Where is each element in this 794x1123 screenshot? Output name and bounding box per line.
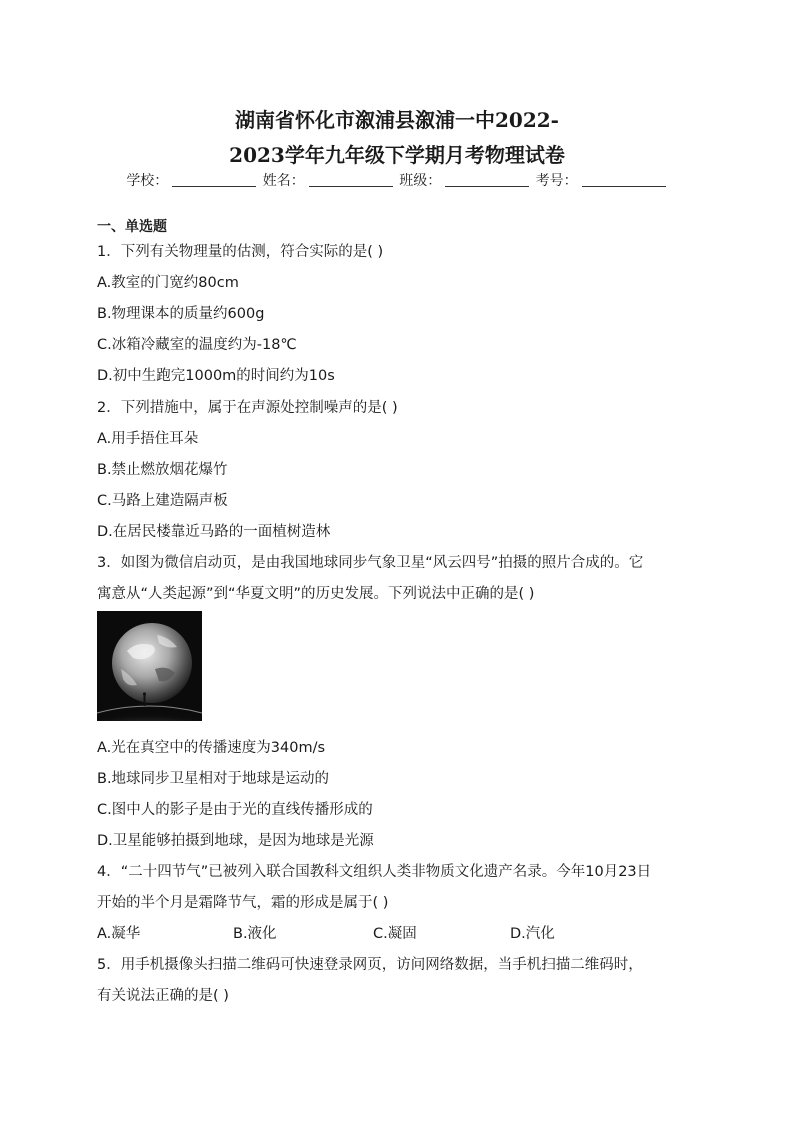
question-5-stem-line-2: 有关说法正确的是( ) xyxy=(97,988,229,1004)
name-blank[interactable] xyxy=(309,172,393,187)
question-3-option-c: C.图中人的影子是由于光的直线传播形成的 xyxy=(97,802,373,818)
question-3-option-b: B.地球同步卫星相对于地球是运动的 xyxy=(97,771,330,787)
question-1-option-c: C.冰箱冷藏室的温度约为-18℃ xyxy=(97,337,297,353)
question-1-stem: 1．下列有关物理量的估测，符合实际的是( ) xyxy=(97,244,384,260)
section-heading: 一、单选题 xyxy=(97,219,167,235)
name-label: 姓名： xyxy=(262,173,305,189)
question-1-option-a: A.教室的门宽约80cm xyxy=(97,275,239,291)
question-4-option-a: A.凝华 xyxy=(97,926,141,942)
question-1-option-b: B.物理课本的质量约600g xyxy=(97,306,265,322)
earth-image xyxy=(97,611,202,721)
question-4-option-b: B.液化 xyxy=(233,926,277,942)
question-3-stem-line-2: 寓意从“人类起源”到“华夏文明”的历史发展。下列说法中正确的是( ) xyxy=(97,586,535,602)
question-2-option-a: A.用手捂住耳朵 xyxy=(97,431,199,447)
exam-title-line-2: 2023学年九年级下学期月考物理试卷 xyxy=(229,143,565,167)
school-label: 学校： xyxy=(126,173,169,189)
student-info-row xyxy=(0,170,794,190)
question-1-option-d: D.初中生跑完1000m的时间约为10s xyxy=(97,368,335,384)
school-blank[interactable] xyxy=(172,172,256,187)
question-4-stem-line-1: 4．“二十四节气”已被列入联合国教科文组织人类非物质文化遗产名录。今年10月23日 xyxy=(97,864,652,880)
earth-from-space-icon xyxy=(97,611,202,721)
question-4-option-c: C.凝固 xyxy=(373,926,417,942)
question-2-option-b: B.禁止燃放烟花爆竹 xyxy=(97,462,228,478)
question-3-option-a: A.光在真空中的传播速度为340m/s xyxy=(97,740,326,756)
question-5-stem-line-1: 5．用手机摄像头扫描二维码可快速登录网页，访问网络数据，当手机扫描二维码时， xyxy=(97,957,643,973)
question-3-option-d: D.卫星能够拍摄到地球，是因为地球是光源 xyxy=(97,833,374,849)
class-label: 班级： xyxy=(399,173,442,189)
exam-number-blank[interactable] xyxy=(582,172,666,187)
exam-title-line-1: 湖南省怀化市溆浦县溆浦一中2022- xyxy=(235,108,559,132)
class-blank[interactable] xyxy=(445,172,529,187)
exam-number-label: 考号： xyxy=(535,173,578,189)
question-4-option-d: D.汽化 xyxy=(510,926,555,942)
question-2-stem: 2．下列措施中，属于在声源处控制噪声的是( ) xyxy=(97,400,398,416)
question-2-option-d: D.在居民楼靠近马路的一面植树造林 xyxy=(97,524,331,540)
question-3-stem-line-1: 3．如图为微信启动页，是由我国地球同步气象卫星“风云四号”拍摄的照片合成的。它 xyxy=(97,555,644,571)
question-4-stem-line-2: 开始的半个月是霜降节气，霜的形成是属于( ) xyxy=(97,895,389,911)
question-2-option-c: C.马路上建造隔声板 xyxy=(97,493,228,509)
